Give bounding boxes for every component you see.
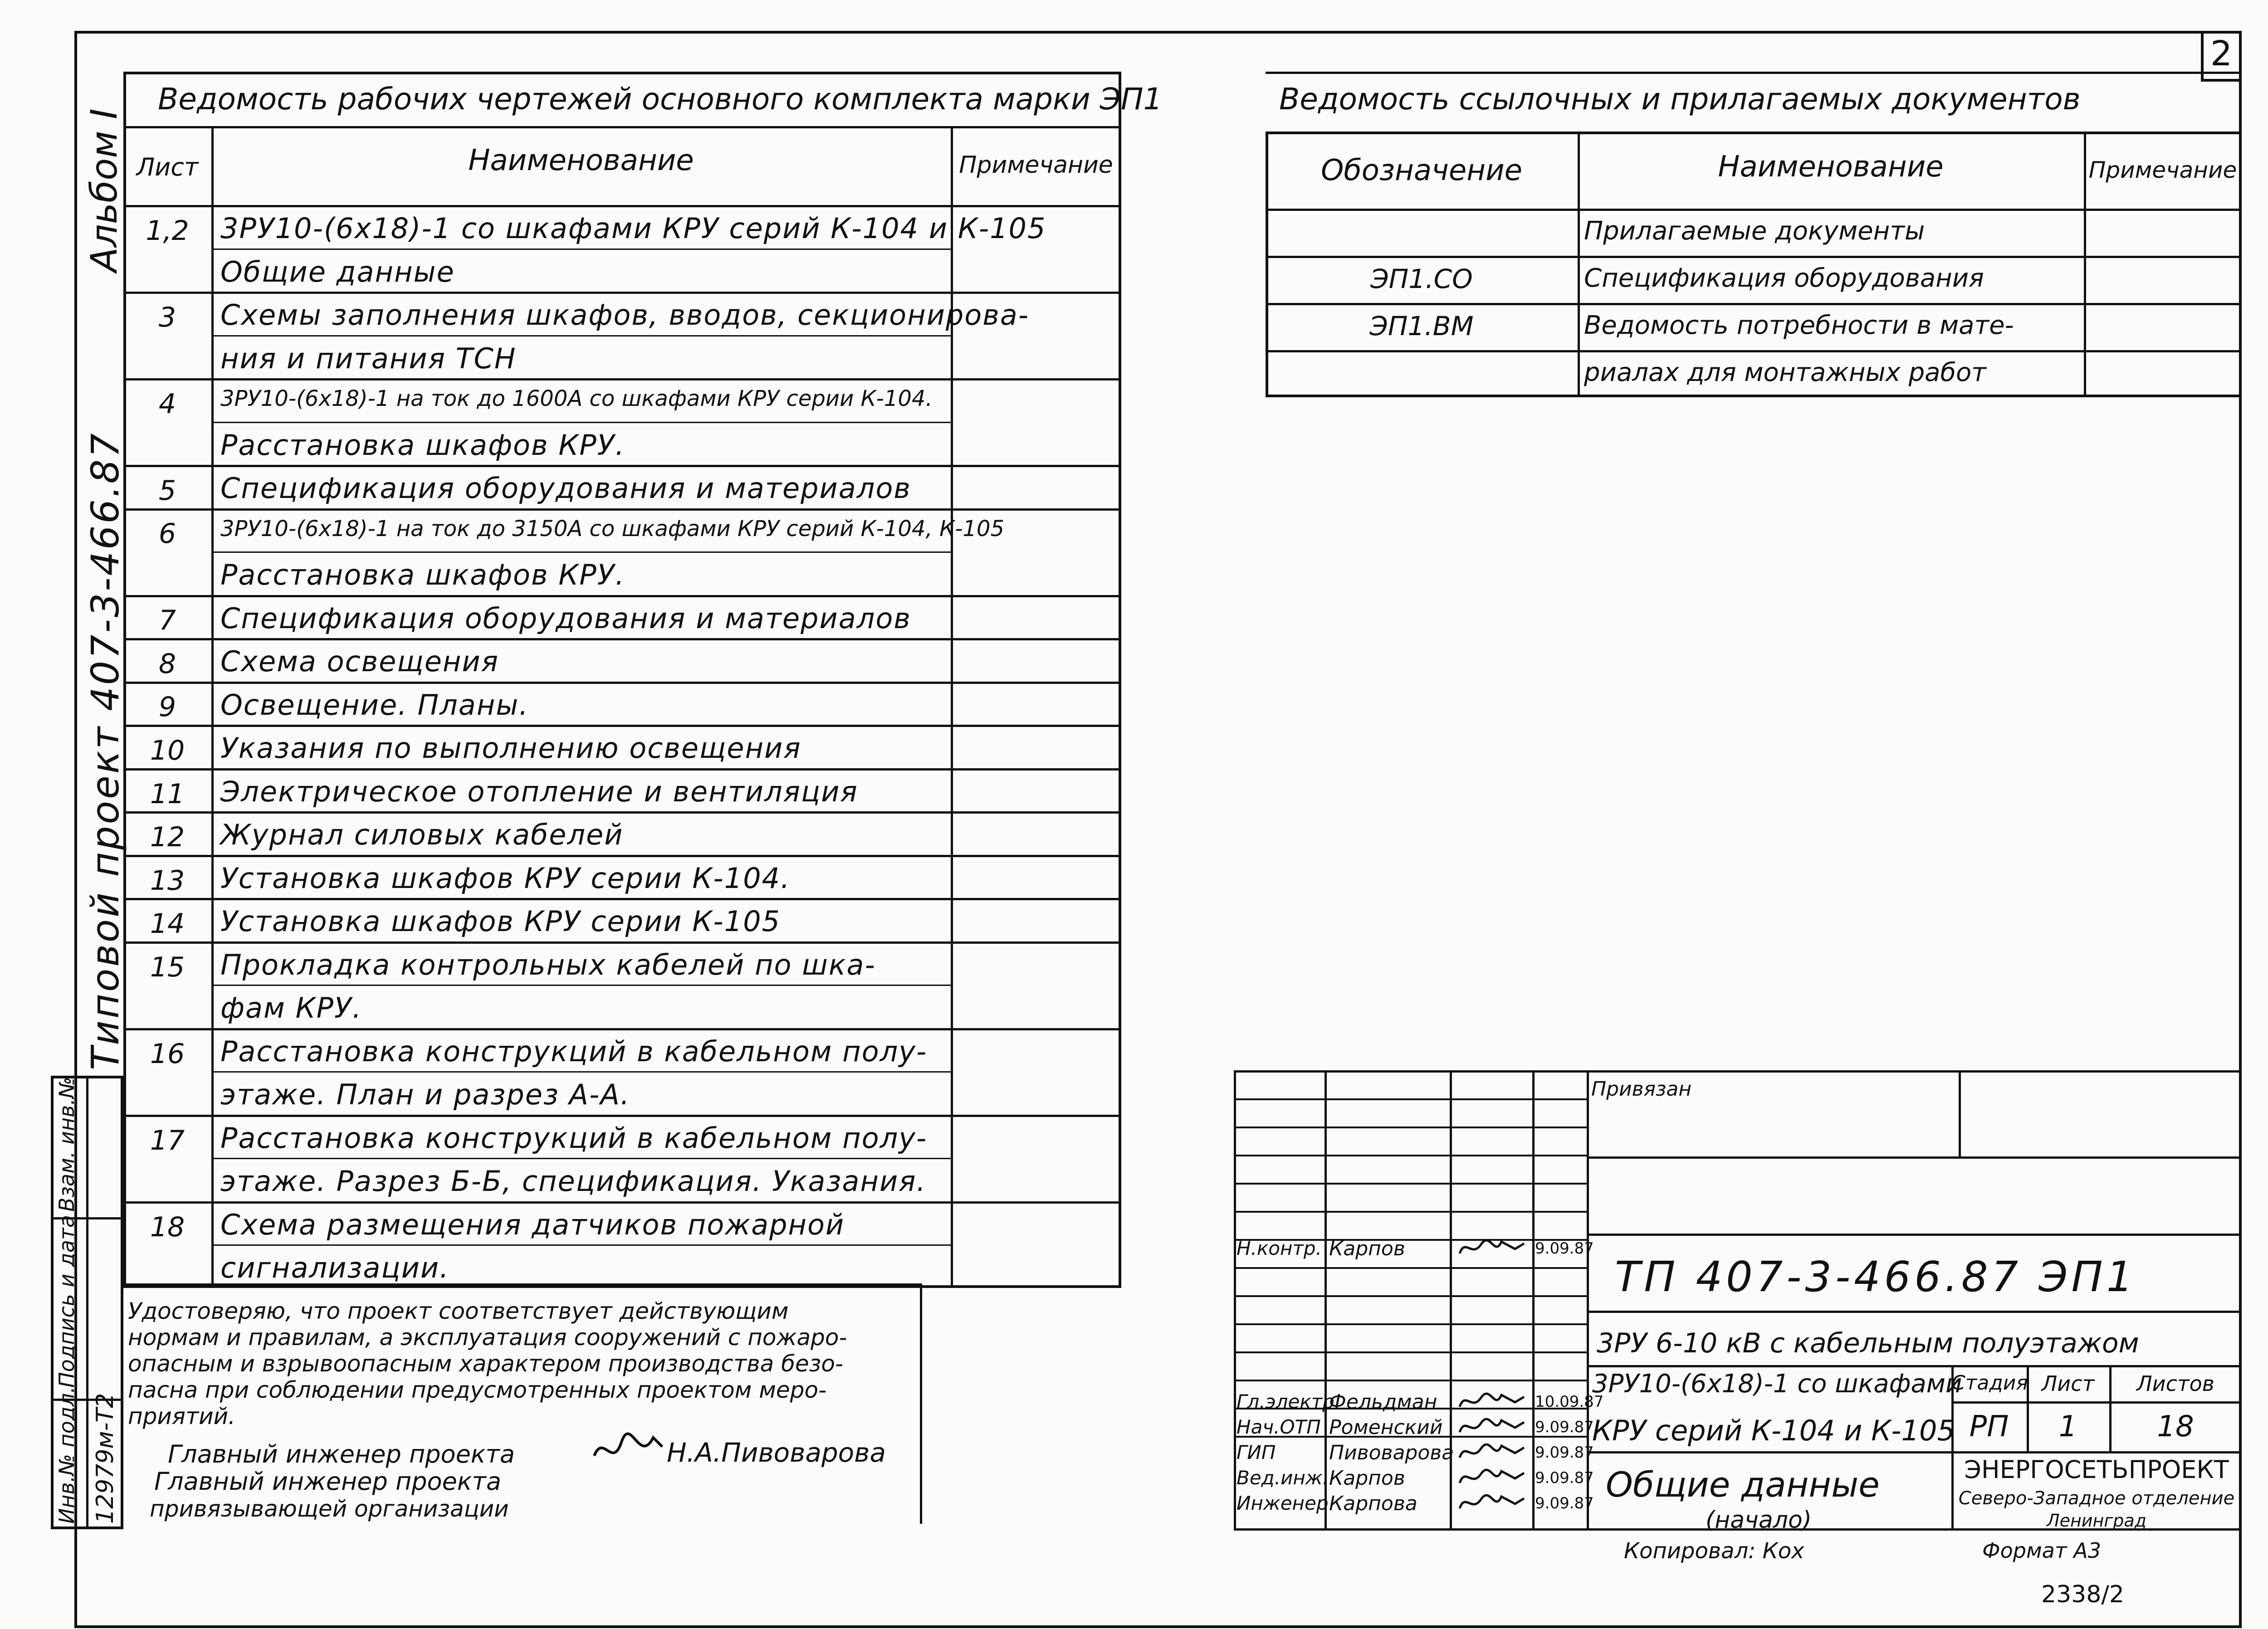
signature-name: Карпов	[1329, 1467, 1405, 1490]
certification-line: приятий.	[128, 1403, 236, 1429]
handwritten-signature	[1456, 1465, 1529, 1490]
signature-name: Роменский	[1329, 1416, 1443, 1439]
signature-date: 9.09.87	[1535, 1469, 1594, 1487]
chief-engineer-name: Н.А.Пивоварова	[667, 1437, 886, 1468]
stamp-label-sign: Подпись и дата	[54, 1214, 79, 1388]
org-city: Ленинград	[2047, 1511, 2146, 1531]
archive-number: 2338/2	[2041, 1581, 2124, 1608]
org-name: ЭНЕРГОСЕТЬПРОЕКТ	[1964, 1455, 2229, 1484]
row-sheet-number: 15	[150, 951, 185, 983]
ref-row-name: риалах для монтажных работ	[1584, 358, 1986, 387]
handwritten-signature	[1456, 1439, 1529, 1465]
row-title-line: Схема освещения	[220, 645, 499, 678]
ref-row-code: ЭП1.ВМ	[1369, 311, 1474, 341]
row-title-line: 3РУ10-(6х18)-1 на ток до 3150А со шкафами КРУ серий К-104, К-105	[220, 516, 1004, 541]
certification-line: нормам и правилам, а эксплуатация сооружений с пожаро-	[128, 1324, 847, 1351]
signature-role: Вед.инж.	[1237, 1467, 1329, 1489]
handwritten-signature	[1456, 1235, 1529, 1261]
chief-engineer-label: Главный инженер проекта	[168, 1440, 515, 1468]
row-title-line: Установка шкафов КРУ серии К-105	[220, 905, 781, 938]
row-sheet-number: 3	[158, 301, 176, 333]
handwritten-signature	[1456, 1414, 1529, 1439]
row-title-line: 3РУ10-(6х18)-1 на ток до 1600А со шкафами КРУ серии К-104.	[220, 386, 933, 412]
chief-engineer-signature	[590, 1429, 667, 1478]
ref-row-name: Ведомость потребности в мате-	[1584, 311, 2014, 340]
binding-engineer-label-1: Главный инженер проекта	[154, 1467, 501, 1496]
signature-date: 9.09.87	[1535, 1494, 1594, 1512]
sheets-value: 18	[2157, 1410, 2194, 1444]
sheet-value: 1	[2058, 1410, 2077, 1444]
row-title-line: Указания по выполнению освещения	[220, 732, 802, 765]
row-sheet-number: 10	[150, 734, 185, 766]
handwritten-signature	[1456, 1490, 1529, 1516]
row-sheet-number: 12	[150, 821, 185, 854]
doc-subtitle-2: КРУ серий К-104 и К-105	[1592, 1414, 1955, 1447]
handwritten-signature	[1456, 1389, 1529, 1414]
row-title-line: этаже. План и разрез А-А.	[220, 1078, 631, 1112]
row-title-line: Расстановка шкафов КРУ.	[220, 558, 626, 592]
row-title-line: 3РУ10-(6х18)-1 со шкафами КРУ серий К-104 и К-105	[220, 212, 1046, 245]
signature-name: Пивоварова	[1329, 1441, 1454, 1464]
row-title-line: Электрическое отопление и вентиляция	[220, 775, 858, 808]
signature-date: 9.09.87	[1535, 1418, 1594, 1436]
signature-date: 9.09.87	[1535, 1239, 1594, 1258]
certification-line: пасна при соблюдении предусмотренных проектом меро-	[128, 1377, 827, 1403]
row-title-line: Журнал силовых кабелей	[220, 818, 624, 852]
bound-label: Привязан	[1591, 1078, 1692, 1101]
row-sheet-number: 5	[158, 474, 176, 507]
certification-line: опасным и взрывоопасным характером производства безо-	[128, 1351, 843, 1377]
row-sheet-number: 8	[158, 648, 176, 680]
ref-row-name: Прилагаемые документы	[1584, 216, 1925, 246]
row-title-line: Освещение. Планы.	[220, 688, 529, 722]
row-sheet-number: 13	[150, 864, 185, 897]
doc-subtitle-1: 3РУ10-(6х18)-1 со шкафами	[1592, 1369, 1962, 1399]
drawings-list-title: Ведомость рабочих чертежей основного комплекта марки ЭП1	[158, 82, 1163, 117]
col-header-note: Примечание	[959, 151, 1113, 179]
row-title-line: Прокладка контрольных кабелей по шка-	[220, 948, 876, 981]
project-label: Типовой проект 407-3-466.87	[83, 431, 127, 1070]
referenced-docs-title: Ведомость ссылочных и прилагаемых документов	[1279, 82, 2081, 117]
row-sheet-number: 7	[158, 605, 176, 637]
row-sheet-number: 6	[158, 518, 176, 550]
copied-by: Копировал: Кох	[1624, 1538, 1804, 1564]
sheets-label: Листов	[2136, 1371, 2214, 1396]
row-title-line: Расстановка шкафов КРУ.	[220, 428, 626, 462]
row-sheet-number: 4	[158, 388, 176, 420]
signature-role: ГИП	[1237, 1441, 1276, 1463]
org-branch: Северо-Западное отделение	[1958, 1488, 2235, 1509]
album-label: Альбом I	[83, 108, 125, 272]
doc-code: ТП 407-3-466.87 ЭП1	[1615, 1253, 2137, 1301]
row-title-line: Схема размещения датчиков пожарной	[220, 1208, 845, 1241]
signature-date: 9.09.87	[1535, 1444, 1594, 1462]
signature-name: Карпова	[1329, 1492, 1418, 1515]
ref-row-code: ЭП1.СО	[1370, 263, 1473, 294]
doc-title: 3РУ 6-10 кВ с кабельным полуэтажом	[1597, 1327, 2139, 1359]
row-title-line: Расстановка конструкций в кабельном полу-	[220, 1034, 928, 1068]
signature-date: 10.09.87	[1535, 1393, 1604, 1411]
row-sheet-number: 11	[150, 778, 185, 810]
signature-role: Инженер	[1237, 1492, 1329, 1514]
row-sheet-number: 14	[150, 908, 185, 940]
col-header-name: Наименование	[468, 144, 694, 177]
ref-row-name: Спецификация оборудования	[1584, 263, 1984, 293]
row-sheet-number: 9	[158, 691, 176, 723]
format-label: Формат А3	[1982, 1538, 2101, 1563]
sheet-label: Лист	[2041, 1371, 2095, 1396]
inventory-number: 12979м-Т2	[92, 1393, 119, 1524]
stage-label: Стадия	[1951, 1371, 2028, 1395]
row-title-line: Схемы заполнения шкафов, вводов, секционирова-	[220, 298, 1030, 332]
signature-role: Гл.электр.	[1237, 1390, 1341, 1413]
binding-engineer-label-2: привязывающей организации	[150, 1496, 509, 1522]
row-title-line: фам КРУ.	[220, 991, 362, 1025]
ref-col-header-code: Обозначение	[1320, 154, 1523, 187]
row-title-line: Спецификация оборудования и материалов	[220, 472, 911, 505]
col-header-sheet: Лист	[136, 153, 199, 181]
row-title-line: этаже. Разрез Б-Б, спецификация. Указания.	[220, 1165, 927, 1198]
sheet-title-sub: (начало)	[1706, 1507, 1812, 1534]
row-sheet-number: 16	[150, 1038, 185, 1070]
stamp-label-inv: Инв.№ подл.	[54, 1386, 79, 1524]
signature-name: Карпов	[1329, 1237, 1405, 1260]
signature-name: Фельдман	[1329, 1390, 1437, 1414]
row-sheet-number: 17	[150, 1124, 185, 1156]
row-title-line: Расстановка конструкций в кабельном полу-	[220, 1121, 928, 1155]
signature-role: Н.контр.	[1237, 1237, 1322, 1259]
certification-line: Удостоверяю, что проект соответствует действующим	[128, 1298, 789, 1324]
ref-col-header-note: Примечание	[2088, 157, 2237, 183]
corner-sheet-number: 2	[2210, 33, 2233, 73]
stamp-label-repl: Взам. инв.№	[54, 1077, 79, 1212]
row-title-line: ния и питания ТСН	[220, 341, 517, 375]
row-title-line: Общие данные	[220, 255, 455, 288]
row-sheet-number: 18	[150, 1211, 185, 1243]
row-title-line: Спецификация оборудования и материалов	[220, 601, 911, 635]
ref-col-header-name: Наименование	[1718, 150, 1944, 184]
signature-role: Нач.ОТП	[1237, 1416, 1321, 1438]
sheet-title: Общие данные	[1606, 1464, 1880, 1505]
row-sheet-number: 1,2	[146, 215, 189, 247]
stage-value: РП	[1969, 1410, 2009, 1444]
row-title-line: сигнализации.	[220, 1251, 450, 1285]
row-title-line: Установка шкафов КРУ серии К-104.	[220, 861, 791, 895]
